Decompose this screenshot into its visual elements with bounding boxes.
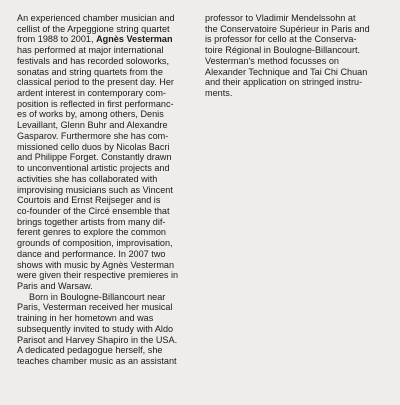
text-line: An experienced chamber musician and: [17, 13, 175, 23]
text-line: Levaillant, Glenn Buhr and Alexandre: [17, 120, 168, 131]
text-line: classical period to the present day. Her: [17, 77, 174, 88]
text-line: Vesterman's method focusses on: [205, 55, 339, 66]
text-line: ardent interest in contemporary com-: [17, 88, 166, 99]
text-line: to unconventional artistic projects and: [17, 163, 170, 174]
text-line: training in her hometown and was: [17, 313, 154, 324]
text-line: activities she has collaborated with: [17, 173, 158, 184]
text-line: brings together artists from many dif-: [17, 216, 166, 227]
text-line: festivals and has recorded soloworks,: [17, 55, 170, 66]
bio-paragraph-1: [17, 13, 199, 292]
text-line: Gasparov. Furthermore she has com-: [17, 130, 169, 141]
bio-paragraph-2: [17, 292, 199, 367]
text-line: sonatas and string quartets from the: [17, 66, 163, 77]
text-line: Alexander Technique and Tai Chi Chuan: [205, 66, 368, 77]
text-line: Paris and Warsaw.: [17, 280, 93, 291]
text-line: cellist of the Arpeggione string quartet: [17, 23, 170, 34]
text-line: professor to Vladimir Mendelssohn at: [205, 13, 356, 23]
text-line: toire Régional in Boulogne-Billancourt.: [205, 45, 361, 56]
text-line: improvising musicians such as Vincent: [17, 184, 173, 195]
text-line: ments.: [205, 88, 233, 99]
text-line: is professor for cello at the Conserva-: [205, 34, 357, 45]
text-line: and Philippe Forget. Constantly drawn: [17, 152, 172, 163]
text-line: has performed at major international: [17, 45, 164, 56]
text-line: position is reflected in first performanc-: [17, 98, 174, 109]
text-line: shows with music by Agnès Vesterman: [17, 259, 175, 270]
text-line: Paris, Vesterman received her musical: [17, 302, 173, 313]
text-line: from 1988 to 2001, Agnès Vesterman: [17, 34, 173, 45]
text-line: Born in Boulogne-Billancourt near: [29, 291, 166, 302]
bio-paragraph-2-continued: [205, 13, 390, 99]
text-line: Parisot and Harvey Shapiro in the USA.: [17, 334, 178, 345]
text-line: Courtois and Ernst Reijseger and is: [17, 195, 161, 206]
text-line: grounds of composition, improvisation,: [17, 238, 173, 249]
artist-name: Agnès Vesterman: [96, 34, 173, 45]
text-line: the Conservatoire Supérieur in Paris and: [205, 23, 370, 34]
text-line: es of works by, among others, Denis: [17, 109, 164, 120]
text-line: teaches chamber music as an assistant: [17, 356, 177, 366]
text-line: were given their respective premieres in: [17, 270, 179, 281]
right-column: [205, 13, 390, 99]
text-line: co-founder of the Circé ensemble that: [17, 205, 170, 216]
text-line: ferent genres to explore the common: [17, 227, 166, 238]
text-line: and their application on stringed instru-: [205, 77, 363, 88]
text-line: subsequently invited to study with Aldo: [17, 323, 174, 334]
text-line: dance and performance. In 2007 two: [17, 248, 166, 259]
text-line: missioned cello duos by Nicolas Bacri: [17, 141, 170, 152]
left-column: [17, 13, 199, 367]
text-line: A dedicated pedagogue herself, she: [17, 345, 163, 356]
